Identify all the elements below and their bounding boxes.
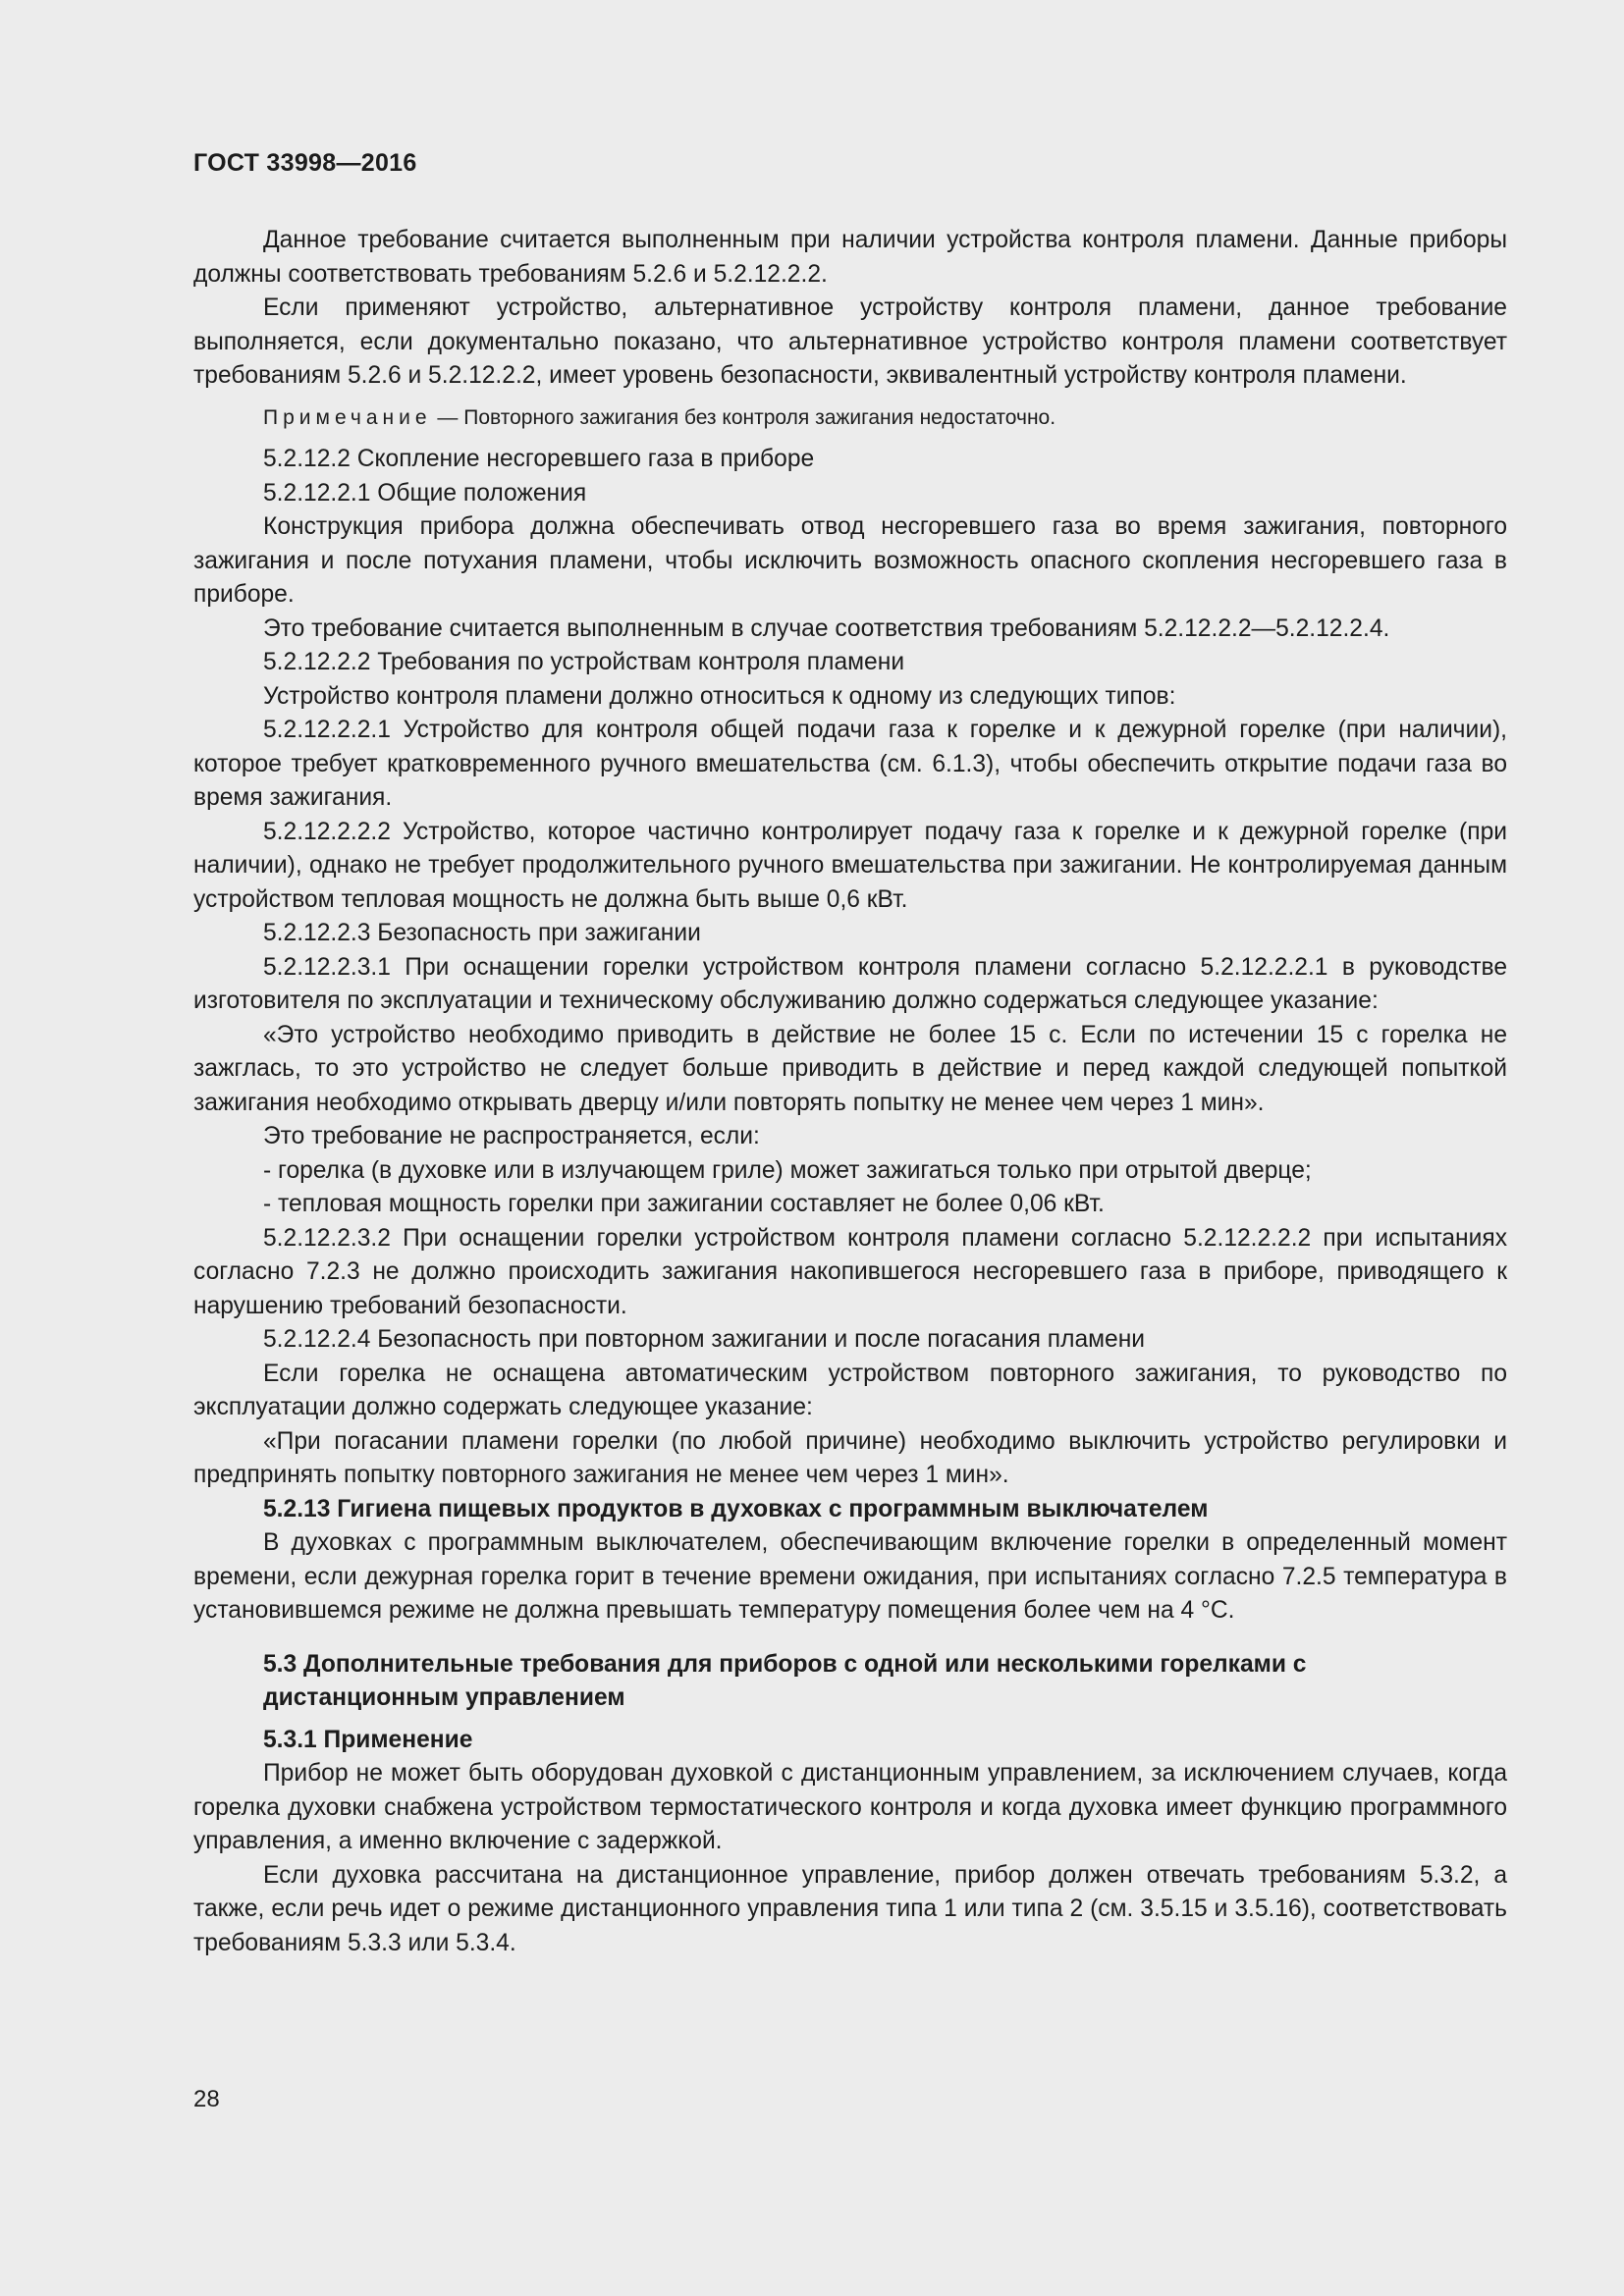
paragraph: 5.2.12.2.3.2 При оснащении горелки устройством контроля пламени согласно 5.2.12.2.2.2 при испытаниях согласно 7.2.3 не должно происходить зажигания накопившегося несгоревшего газа в приборе, приводящего к нарушению требований безопасности.	[193, 1224, 1507, 1319]
note-text: — Повторного зажигания без контроля зажигания недостаточно.	[431, 405, 1056, 429]
paragraph: В духовках с программным выключателем, обеспечивающим включение горелки в определенный момент времени, если дежурная горелка горит в течение времени ожидания, при испытаниях согласно 7.2.5 температура в установившемся режиме не должна превышать температуру помещения более чем на 4 °С.	[193, 1529, 1507, 1624]
section-title: 5.3 Дополнительные требования для приборов с одной или несколькими горелками с дистанционным управлением	[263, 1650, 1307, 1711]
clause-heading-bold: 5.2.13 Гигиена пищевых продуктов в духовках с программным выключателем	[263, 1495, 1209, 1522]
paragraph: «Это устройство необходимо приводить в действие не более 15 с. Если по истечении 15 с горелка не зажглась, то это устройство не следует больше приводить в действие и перед каждой следующей попыткой зажигания необходимо открывать дверцу и/или повторять попытку не менее чем через 1 мин».	[193, 1021, 1507, 1116]
paragraph: 5.2.12.2.2.2 Устройство, которое частично контролирует подачу газа к горелке и к дежурной горелке (при наличии), однако не требует продолжительного ручного вмешательства при зажигании. Не контролируемая данным устройством тепловая мощность не должна быть выше 0,6 кВт.	[193, 818, 1507, 913]
list-item: - горелка (в духовке или в излучающем гриле) может зажигаться только при отрытой дверце;	[263, 1156, 1312, 1184]
note-label: Примечание	[263, 405, 432, 429]
paragraph: 5.2.12.2.3.1 При оснащении горелки устройством контроля пламени согласно 5.2.12.2.2.1 в руководстве изготовителя по эксплуатации и техническому обслуживанию должно содержаться следующее указание:	[193, 953, 1507, 1014]
clause-heading: 5.2.12.2.2 Требования по устройствам контроля пламени	[263, 649, 905, 675]
paragraph: Это требование считается выполненным в случае соответствия требованиям 5.2.12.2.2—5.2.12.2.4.	[263, 614, 1390, 642]
paragraph: Устройство контроля пламени должно относиться к одному из следующих типов:	[263, 682, 1176, 710]
subsection-title: 5.3.1 Применение	[263, 1726, 473, 1753]
paragraph: Если духовка рассчитана на дистанционное управление, прибор должен отвечать требованиям 5.3.2, а также, если речь идет о режиме дистанционного управления типа 1 или типа 2 (см. 3.5.15 и 3.5.16), соответствовать требованиям 5.3.3 или 5.3.4.	[193, 1861, 1507, 1956]
clause-heading: 5.2.12.2.4 Безопасность при повторном зажигании и после погасания пламени	[263, 1326, 1146, 1353]
paragraph: 5.2.12.2.2.1 Устройство для контроля общей подачи газа к горелке и к дежурной горелке (при наличии), которое требует кратковременного ручного вмешательства (см. 6.1.3), чтобы обеспечить открытие подачи газа во время зажигания.	[193, 717, 1507, 811]
clause-heading: 5.2.12.2.3 Безопасность при зажигании	[263, 920, 701, 946]
paragraph: Конструкция прибора должна обеспечивать отвод несгоревшего газа во время зажигания, повторного зажигания и после потухания пламени, чтобы исключить возможность опасного скопления несгоревшего газа в приборе.	[193, 513, 1507, 608]
paragraph: Это требование не распространяется, если:	[263, 1123, 760, 1149]
paragraph: Прибор не может быть оборудован духовкой с дистанционным управлением, за исключением случаев, когда горелка духовки снабжена устройством термостатического контроля и когда духовка имеет функцию программного управления, а именно включение с задержкой.	[193, 1760, 1507, 1854]
document-header: ГОСТ 33998—2016	[193, 149, 417, 177]
clause-heading: 5.2.12.2 Скопление несгоревшего газа в приборе	[263, 446, 815, 472]
paragraph: Если горелка не оснащена автоматическим устройством повторного зажигания, то руководство по эксплуатации должно содержать следующее указание:	[193, 1360, 1507, 1420]
list-item: - тепловая мощность горелки при зажигании составляет не более 0,06 кВт.	[263, 1191, 1105, 1217]
document-body	[193, 224, 1507, 1960]
paragraph: Если применяют устройство, альтернативное устройству контроля пламени, данное требование выполняется, если документально показано, что альтернативное устройство контроля пламени соответствует требованиям 5.2.6 и 5.2.12.2.2, имеет уровень безопасности, эквивалентный устройству контроля пламени.	[193, 294, 1507, 389]
paragraph: «При погасании пламени горелки (по любой причине) необходимо выключить устройство регулировки и предпринять попытку повторного зажигания не менее чем через 1 мин».	[193, 1427, 1507, 1488]
note	[193, 401, 1507, 436]
clause-heading: 5.2.12.2.1 Общие положения	[263, 479, 587, 507]
paragraph: Данное требование считается выполненным при наличии устройства контроля пламени. Данные приборы должны соответствовать требованиям 5.2.6 и 5.2.12.2.2.	[193, 227, 1507, 288]
page-number: 28	[193, 2086, 220, 2112]
